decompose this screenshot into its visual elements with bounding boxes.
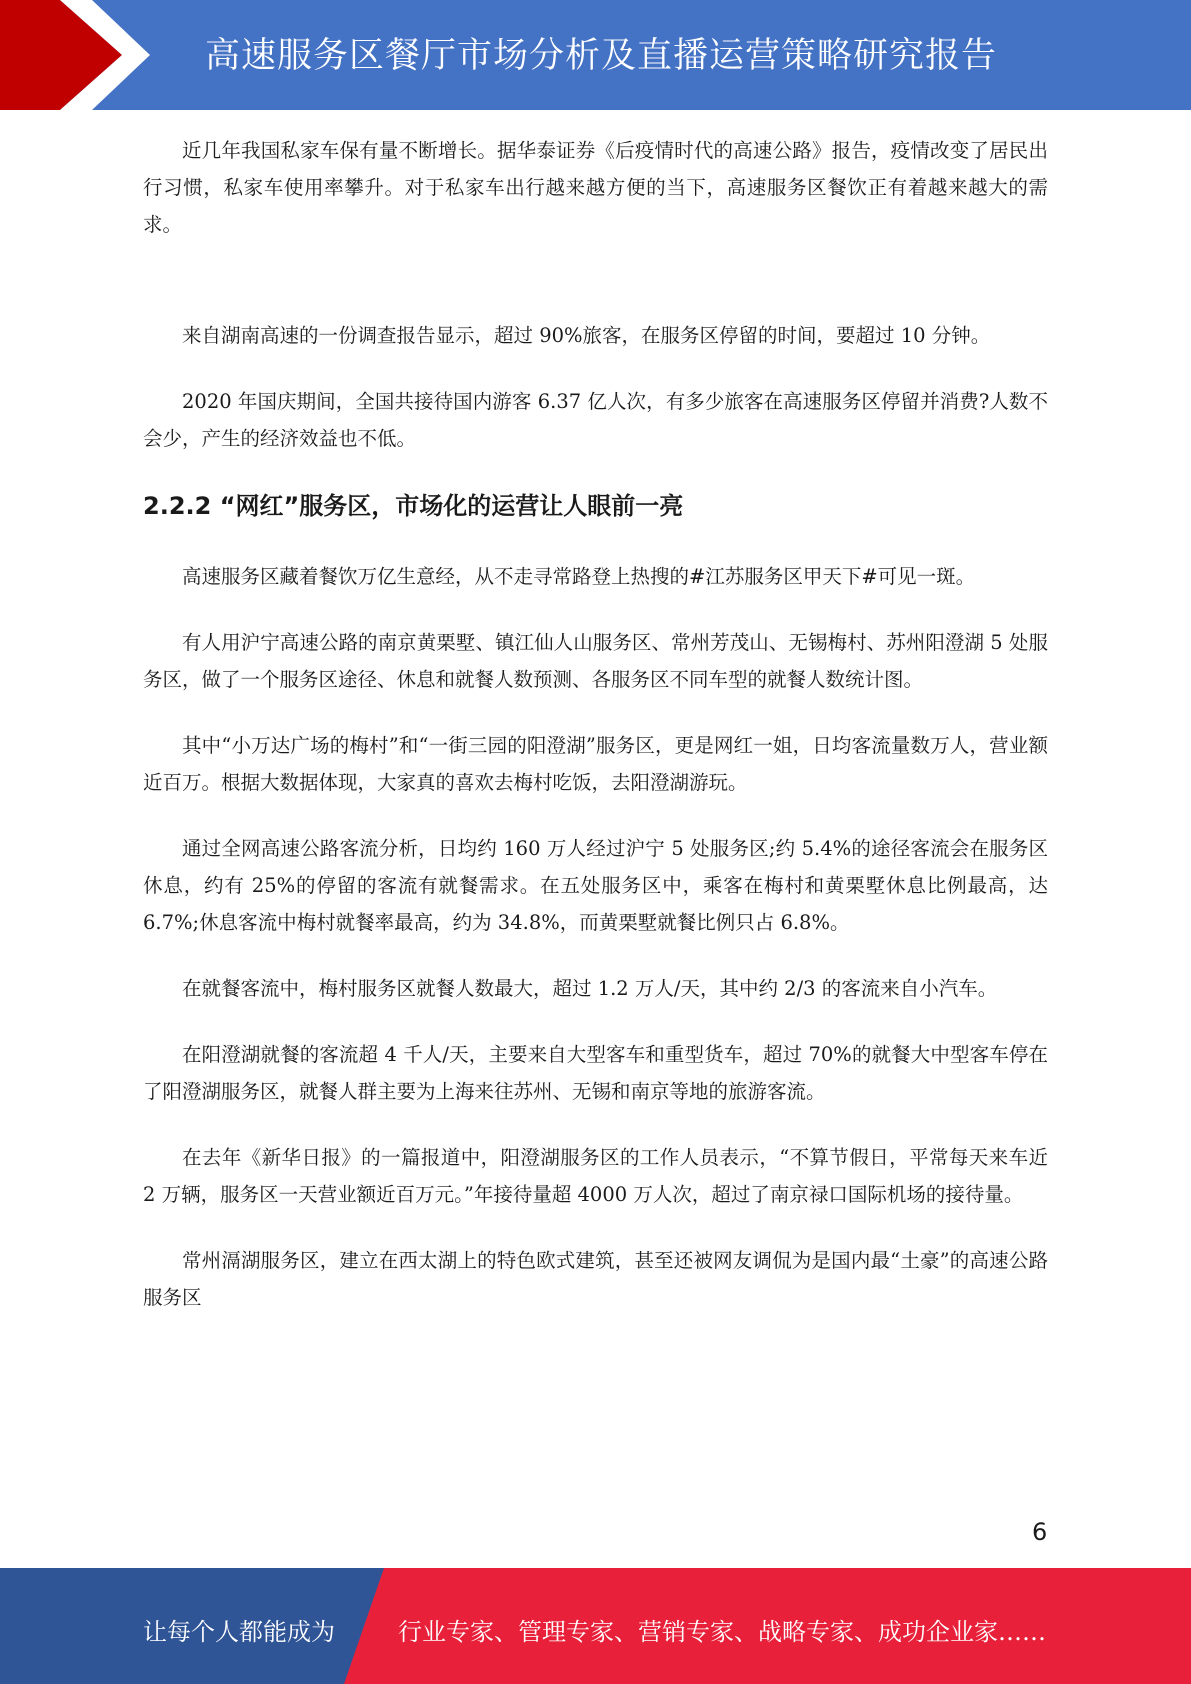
page-number: 6 xyxy=(1032,1518,1048,1546)
paragraph-hunan-survey: 来自湖南高速的一份调查报告显示，超过 90%旅客，在服务区停留的时间，要超过 10 分钟。 xyxy=(182,324,991,347)
paragraph-gehu-service-area: 常州滆湖服务区，建立在西太湖上的特色欧式建筑，甚至还被网友调侃为是国内最“土豪”的高速公路服务区 xyxy=(143,1249,1048,1309)
paragraph-private-car-growth: 近几年我国私家车保有量不断增长。据华泰证券《后疫情时代的高速公路》报告，疫情改变了居民出行习惯，私家车使用率攀升。对于私家车出行越来越方便的当下，高速服务区餐饮正有着越来越大的需求。 xyxy=(143,139,1048,236)
section-heading: 2.2.2 “网红”服务区，市场化的运营让人眼前一亮 xyxy=(143,492,684,520)
paragraph-yangchenghu-dining: 在阳澄湖就餐的客流超 4 千人/天，主要来自大型客车和重型货车，超过 70%的就餐大中型客车停在了阳澄湖服务区，就餐人群主要为上海来往苏州、无锡和南京等地的旅游客流。 xyxy=(143,1043,1048,1103)
header-arrow-graphic xyxy=(0,0,160,110)
paragraph-meicun-yangchenghu: 其中“小万达广场的梅村”和“一街三园的阳澄湖”服务区，更是网红一姐，日均客流量数万人，营业额近百万。根据大数据体现，大家真的喜欢去梅村吃饭，去阳澄湖游玩。 xyxy=(143,734,1048,794)
paragraph-xinhua-report: 在去年《新华日报》的一篇报道中，阳澄湖服务区的工作人员表示，“不算节假日，平常每天来车近 2 万辆，服务区一天营业额近百万元。”年接待量超 4000 万人次，超过了南京禄口国际机场的接待量。 xyxy=(143,1146,1048,1206)
paragraph-national-day: 2020 年国庆期间，全国共接待国内游客 6.37 亿人次，有多少旅客在高速服务区停留并消费?人数不会少，产生的经济效益也不低。 xyxy=(143,390,1048,450)
page-header xyxy=(0,0,1191,110)
paragraph-meicun-dining: 在就餐客流中，梅村服务区就餐人数最大，超过 1.2 万人/天，其中约 2/3 的客流来自小汽车。 xyxy=(182,977,998,1000)
paragraph-jiangsu-service-area: 高速服务区藏着餐饮万亿生意经，从不走寻常路登上热搜的#江苏服务区甲天下#可见一斑。 xyxy=(182,565,976,588)
paragraph-traffic-analysis: 通过全网高速公路客流分析，日均约 160 万人经过沪宁 5 处服务区;约 5.4%的途径客流会在服务区休息，约有 25%的停留的客流有就餐需求。在五处服务区中，乘客在梅村和黄栗墅休息比例最高，达 6.7%;休息客流中梅村就餐率最高，约为 34.8%，而黄栗墅就餐比例只占 6.8%。 xyxy=(143,837,1048,934)
report-title: 高速服务区餐厅市场分析及直播运营策略研究报告 xyxy=(205,36,998,76)
page-body xyxy=(143,132,1048,1316)
footer-slogan-left: 让每个人都能成为 xyxy=(143,1618,335,1646)
paragraph-huning-five-areas: 有人用沪宁高速公路的南京黄栗墅、镇江仙人山服务区、常州芳茂山、无锡梅村、苏州阳澄湖 5 处服务区，做了一个服务区途径、休息和就餐人数预测、各服务区不同车型的就餐人数统计图。 xyxy=(143,631,1048,691)
footer-slogan-right: 行业专家、管理专家、营销专家、战略专家、成功企业家…… xyxy=(398,1618,1046,1646)
page-footer xyxy=(0,1568,1191,1684)
